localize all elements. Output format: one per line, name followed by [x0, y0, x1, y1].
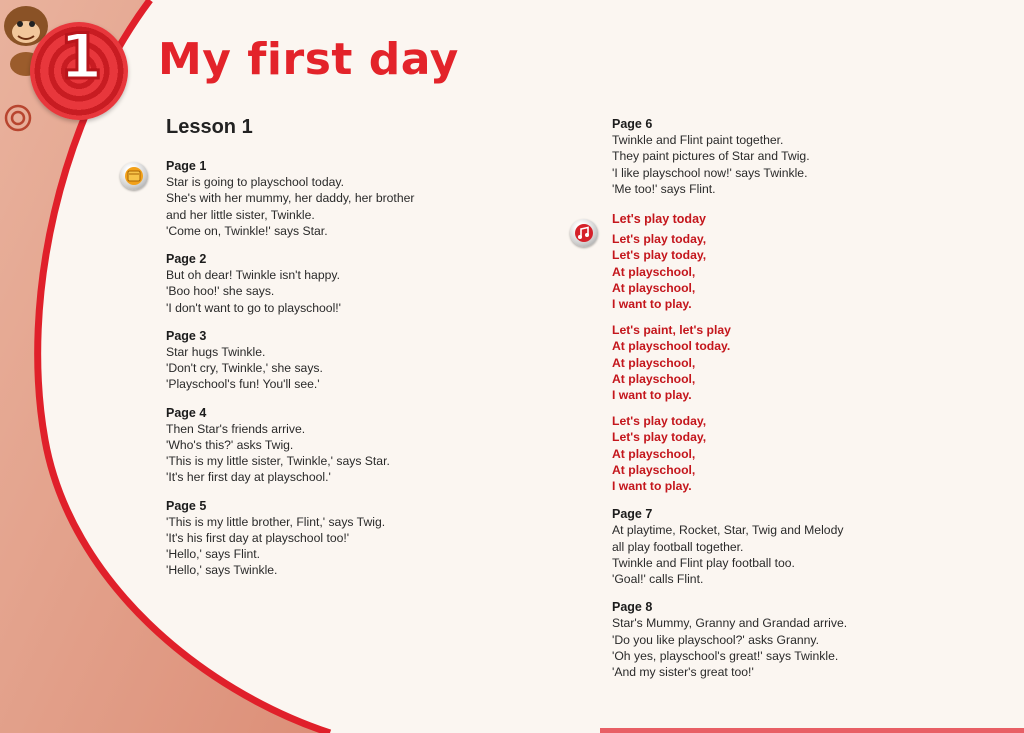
lesson-title: Lesson 1	[166, 116, 253, 138]
lyric-line: Let's paint, let's play	[612, 323, 731, 338]
text-line: 'I like playschool now!' says Twinkle.	[612, 165, 808, 180]
text-line: 'This is my little brother, Flint,' says Twig.	[166, 514, 386, 529]
page-heading: Page 5	[166, 498, 207, 513]
lyric-line: Let's play today,	[612, 430, 707, 445]
music-note-icon[interactable]	[570, 219, 598, 247]
text-line: Twinkle and Flint paint together.	[612, 133, 784, 148]
page-heading: Page 7	[612, 507, 653, 522]
lyric-line: At playschool,	[612, 371, 696, 386]
cd-icon[interactable]	[120, 162, 148, 190]
right-column	[612, 116, 912, 692]
cd-icon-graphic	[123, 165, 145, 187]
text-line: 'Boo hoo!' she says.	[166, 284, 275, 299]
text-line: Star is going to playschool today.	[166, 175, 344, 190]
lyric-line: Let's play today,	[612, 248, 707, 263]
lyric-line: I want to play.	[612, 388, 692, 403]
text-line: 'Me too!' says Flint.	[612, 181, 716, 196]
lyric-line: I want to play.	[612, 479, 692, 494]
text-line: 'Oh yes, playschool's great!' says Twinkle.	[612, 648, 839, 663]
text-line: 'It's his first day at playschool too!'	[166, 531, 350, 546]
page-2-section	[166, 251, 486, 316]
song-section	[612, 211, 912, 494]
song-verse	[612, 231, 912, 312]
text-line: 'Hello,' says Twinkle.	[166, 563, 278, 578]
lyric-line: At playschool,	[612, 446, 696, 461]
unit-number: 1	[59, 20, 103, 93]
text-line: 'This is my little sister, Twinkle,' says Star.	[166, 454, 390, 469]
text-line: Star's Mummy, Granny and Grandad arrive.	[612, 616, 848, 631]
text-line: 'Who's this?' asks Twig.	[166, 438, 294, 453]
text-line: But oh dear! Twinkle isn't happy.	[166, 268, 340, 283]
text-line: Star hugs Twinkle.	[166, 345, 266, 360]
page-heading: Page 4	[166, 405, 207, 420]
lyric-line: At playschool,	[612, 355, 696, 370]
text-line: 'Do you like playschool?' asks Granny.	[612, 632, 819, 647]
lyric-line: At playschool,	[612, 264, 696, 279]
page-5-section	[166, 498, 486, 579]
text-line: 'Come on, Twinkle!' says Star.	[166, 223, 328, 238]
lyric-line: Let's play today,	[612, 414, 707, 429]
page-heading: Page 3	[166, 328, 207, 343]
page-heading: Page 1	[166, 159, 207, 173]
page-heading: Page 2	[166, 252, 207, 267]
lyric-line: At playschool today.	[612, 339, 731, 354]
text-line: 'It's her first day at playschool.'	[166, 470, 331, 485]
text-line: Twinkle and Flint play football too.	[612, 555, 795, 570]
left-column	[166, 158, 486, 591]
page-3-section	[166, 328, 486, 393]
text-line: 'Playschool's fun! You'll see.'	[166, 377, 320, 392]
lyric-line: Let's play today,	[612, 232, 707, 247]
lyric-line: At playschool,	[612, 462, 696, 477]
text-line: 'I don't want to go to playschool!'	[166, 300, 342, 315]
page-4-section	[166, 405, 486, 486]
page-heading: Page 8	[612, 600, 653, 615]
page-title: My first day	[158, 34, 459, 85]
song-verse	[612, 413, 912, 494]
text-line: 'Hello,' says Flint.	[166, 547, 261, 562]
text-line: She's with her mummy, her daddy, her brother	[166, 191, 415, 206]
page-7-section	[612, 506, 912, 587]
page-1-section	[166, 158, 486, 239]
text-line: 'Don't cry, Twinkle,' she says.	[166, 361, 323, 376]
text-line: They paint pictures of Star and Twig.	[612, 149, 810, 164]
lyric-line: At playschool,	[612, 280, 696, 295]
page-8-section	[612, 599, 912, 680]
text-line: At playtime, Rocket, Star, Twig and Melody	[612, 523, 844, 538]
lyric-line: I want to play.	[612, 297, 692, 312]
music-note-icon-graphic	[573, 222, 595, 244]
page-6-section	[612, 116, 912, 197]
text-line: Then Star's friends arrive.	[166, 421, 306, 436]
song-title: Let's play today	[612, 212, 706, 227]
text-line: 'And my sister's great too!'	[612, 665, 754, 680]
text-line: 'Goal!' calls Flint.	[612, 572, 704, 587]
text-line: all play football together.	[612, 539, 744, 554]
song-verse	[612, 322, 912, 403]
page-heading: Page 6	[612, 117, 653, 131]
text-line: and her little sister, Twinkle.	[166, 207, 315, 222]
